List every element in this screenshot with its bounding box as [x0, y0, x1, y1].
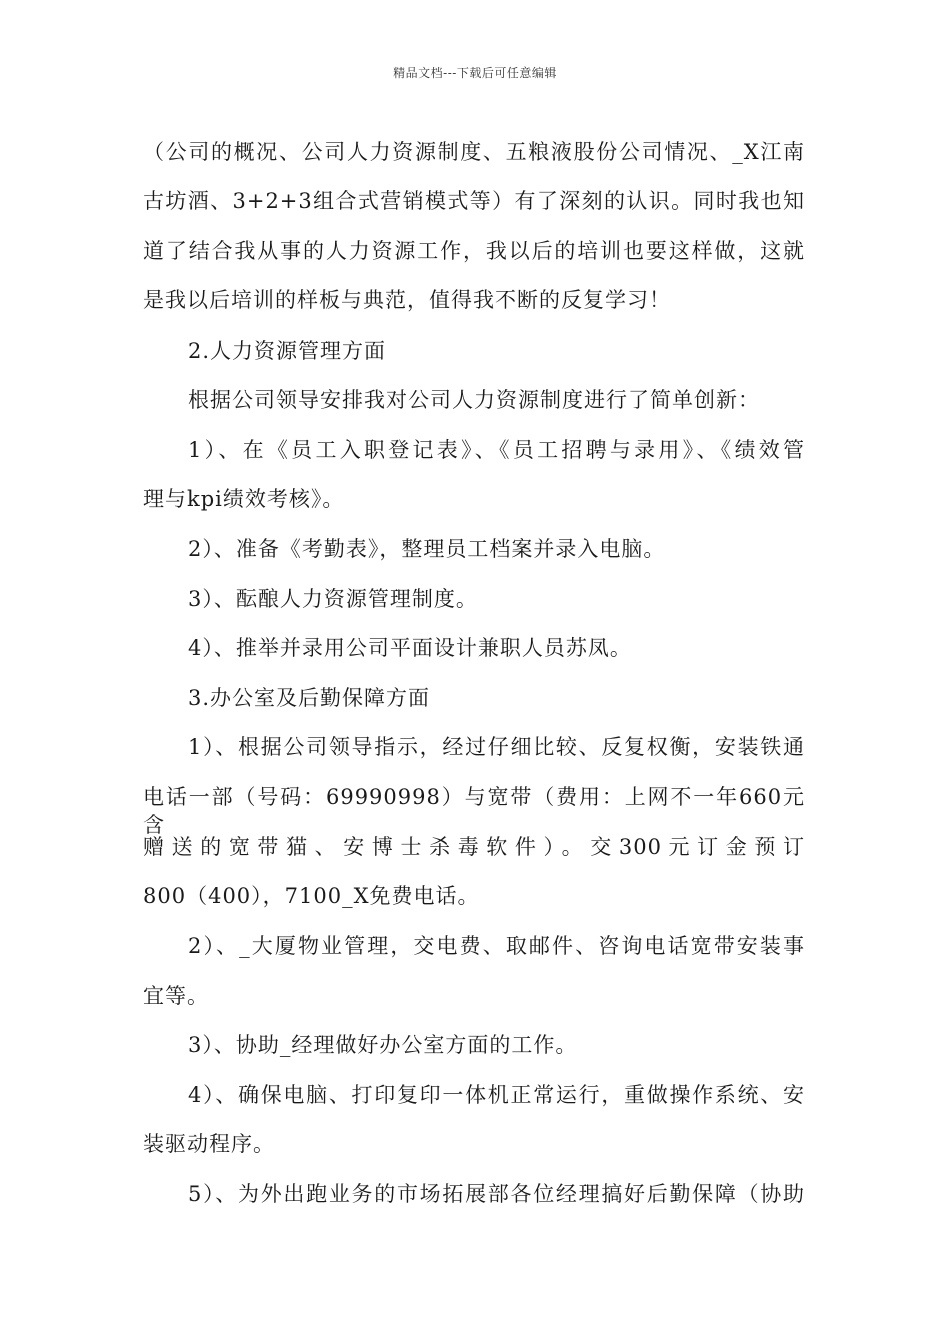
body-line: 道了结合我从事的人力资源工作，我以后的培训也要这样做，这就 [143, 239, 805, 263]
body-line: 装驱动程序。 [143, 1132, 275, 1156]
body-line: 宜等。 [143, 984, 209, 1008]
list-item: 2）、准备《考勤表》，整理员工档案并录入电脑。 [188, 537, 666, 561]
list-item: 2）、_大厦物业管理，交电费、取邮件、咨询电话宽带安装事 [188, 934, 805, 958]
body-line: 根据公司领导安排我对公司人力资源制度进行了简单创新： [188, 388, 760, 412]
list-item: 3）、协助_经理做好办公室方面的工作。 [188, 1033, 578, 1057]
page-header: 精品文档---下载后可任意编辑 [393, 66, 557, 80]
body-line: （公司的概况、公司人力资源制度、五粮液股份公司情况、_X江南 [143, 140, 805, 164]
body-line: 电话一部（号码：69990998）与宽带（费用：上网不一年660元含 [143, 785, 805, 837]
list-item: 4）、确保电脑、打印复印一体机正常运行，重做操作系统、安 [188, 1083, 805, 1107]
list-item: 1）、根据公司领导指示，经过仔细比较、反复权衡，安装铁通 [188, 735, 805, 759]
section-heading: 2.人力资源管理方面 [188, 339, 387, 363]
list-item: 1）、在《员工入职登记表》、《员工招聘与录用》、《绩效管 [188, 438, 805, 462]
section-heading: 3.办公室及后勤保障方面 [188, 686, 431, 710]
body-line: 是我以后培训的样板与典范，值得我不断的反复学习！ [143, 288, 671, 312]
body-line: 古坊酒、3+2+3组合式营销模式等）有了深刻的认识。同时我也知 [143, 189, 805, 213]
list-item: 3）、酝酿人力资源管理制度。 [188, 587, 478, 611]
list-item: 5）、为外出跑业务的市场拓展部各位经理搞好后勤保障（协助 [188, 1182, 805, 1206]
body-line: 赠送的宽带猫、安博士杀毒软件）。交300元订金预订 [143, 835, 805, 859]
body-line: 理与kpi绩效考核》。 [143, 487, 345, 511]
body-line: 800（400），7100_X免费电话。 [143, 884, 480, 908]
list-item: 4）、推举并录用公司平面设计兼职人员苏凤。 [188, 636, 632, 660]
